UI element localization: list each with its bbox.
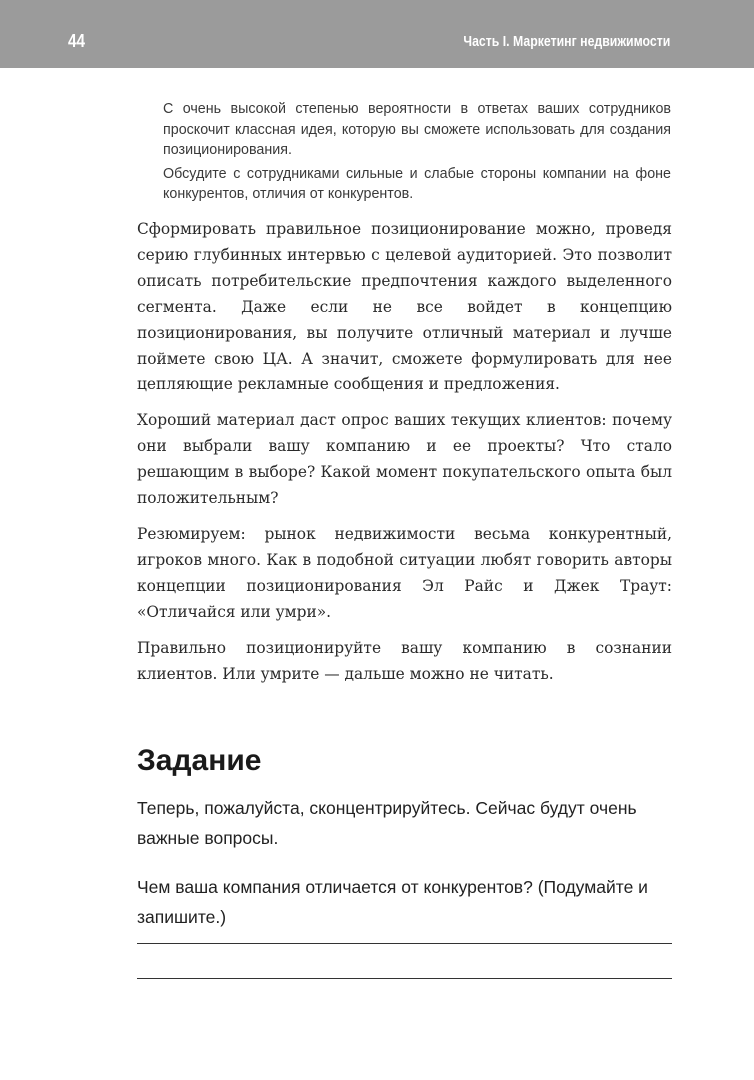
running-header	[0, 0, 754, 68]
body-paragraph: Резюмируем: рынок недвижимости весьма конкурентный, игроков много. Как в подобной ситуации любят говорить авторы концепции позиционирования Эл Райс и Джек Траут: «Отличайся или умри».	[137, 524, 672, 621]
task-question: Чем ваша компания отличается от конкурентов? (Подумайте и запишите.)	[137, 877, 648, 927]
page-number: 44	[68, 31, 86, 51]
body-paragraph: Правильно позиционируйте вашу компанию в сознании клиентов. Или умрите — дальше можно не читать.	[137, 638, 672, 683]
body-text	[137, 217, 672, 697]
task-heading: Задание	[137, 744, 262, 777]
running-title: Часть I. Маркетинг недвижимости	[463, 33, 670, 50]
answer-line	[137, 978, 672, 979]
body-paragraph: Хороший материал даст опрос ваших текущих клиентов: почему они выбрали вашу компанию и ее проекты? Что стало решающим в выборе? Какой момент покупательского опыта был положительным?	[137, 411, 672, 508]
answer-line	[137, 943, 672, 944]
inset-paragraph: С очень высокой степенью вероятности в ответах ваших сотрудников проскочит классная идея, которую вы сможете использовать для создания позиционирования.	[163, 101, 671, 158]
inset-paragraph: Обсудите с сотрудниками сильные и слабые стороны компании на фоне конкурентов, отличия от конкурентов.	[163, 165, 671, 202]
task-intro: Теперь, пожалуйста, сконцентрируйтесь. Сейчас будут очень важные вопросы.	[137, 798, 637, 848]
inset-note	[163, 99, 671, 208]
body-paragraph: Сформировать правильное позиционирование можно, проведя серию глубинных интервью с целевой аудиторией. Это позволит описать потребительские предпочтения каждого выделенного сегмента. Даже если не все войдет в концепцию позиционирования, вы получите отличный материал и лучше поймете свою ЦА. А значит, сможете формулировать для нее цепляющие рекламные сообщения и предложения.	[137, 220, 672, 394]
